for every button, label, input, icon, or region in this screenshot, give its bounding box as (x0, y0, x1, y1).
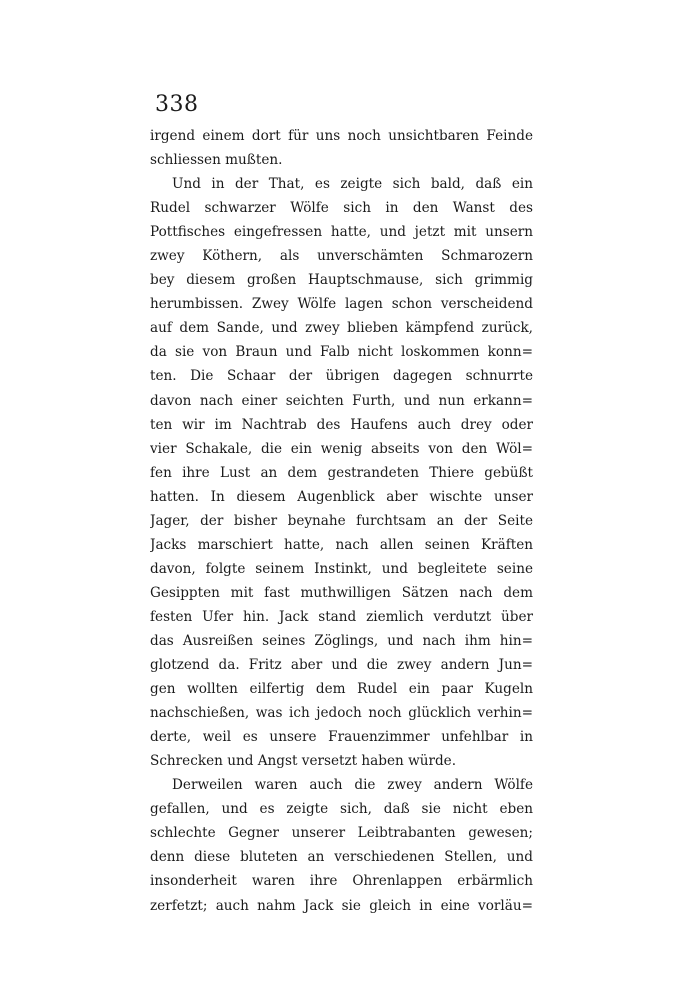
text-line: Schrecken und Angst versetzt haben würde. (150, 753, 457, 770)
text-line: vier Schakale, die ein wenig abseits von den Wöl= (150, 440, 533, 457)
text-line: gefallen, und es zeigte sich, daß sie nicht eben (150, 801, 533, 818)
text-line: schliessen mußten. (150, 152, 283, 169)
text-line: schlechte Gegner unserer Leibtrabanten gewesen; (150, 825, 533, 842)
text-line: Jacks marschiert hatte, nach allen seinen Kräften (150, 536, 533, 553)
text-line: das Ausreißen seines Zöglings, und nach ihm hin= (150, 632, 533, 649)
text-line: Und in der That, es zeigte sich bald, daß ein (172, 176, 533, 193)
text-line: Pottfisches eingefressen hatte, und jetzt mit unsern (150, 224, 533, 241)
text-line: nachschießen, was ich jedoch noch glücklich verhin= (150, 705, 533, 722)
text-line: hatten. In diesem Augenblick aber wischte unser (150, 488, 533, 505)
text-line: derte, weil es unsere Frauenzimmer unfehlbar in (150, 729, 533, 746)
text-line: davon, folgte seinem Instinkt, und begleitete seine (150, 560, 533, 577)
text-line: festen Ufer hin. Jack stand ziemlich verdutzt über (150, 608, 533, 625)
text-line: Rudel schwarzer Wölfe sich in den Wanst des (150, 200, 533, 217)
text-line: glotzend da. Fritz aber und die zwey andern Jun= (150, 657, 533, 674)
text-line: insonderheit waren ihre Ohrenlappen erbärmlich (150, 873, 533, 890)
text-line: gen wollten eilfertig dem Rudel ein paar Kugeln (150, 681, 533, 698)
text-line: denn diese bluteten an verschiedenen Stellen, und (150, 849, 533, 866)
text-line: zwey Köthern, als unverschämten Schmarozern (150, 248, 533, 265)
text-line: bey diesem großen Hauptschmause, sich grimmig (150, 272, 533, 289)
text-line: Gesippten mit fast muthwilligen Sätzen nach dem (150, 584, 533, 601)
text-line: fen ihre Lust an dem gestrandeten Thiere gebüßt (150, 464, 533, 481)
text-line: auf dem Sande, und zwey blieben kämpfend zurück, (150, 320, 533, 337)
text-line: da sie von Braun und Falb nicht loskommen konn= (150, 344, 533, 361)
text-line: Derweilen waren auch die zwey andern Wölfe (172, 777, 533, 794)
text-line: herumbissen. Zwey Wölfe lagen schon verscheidend (150, 296, 533, 313)
text-line: ten wir im Nachtrab des Haufens auch drey oder (150, 416, 533, 433)
page-number: 338 (155, 92, 199, 117)
text-line: irgend einem dort für uns noch unsichtbaren Feinde (150, 128, 533, 144)
text-line: ten. Die Schaar der übrigen dagegen schnurrte (150, 368, 533, 385)
text-line: zerfetzt; auch nahm Jack sie gleich in eine vorläu= (150, 897, 533, 914)
text-line: davon nach einer seichten Furth, und nun erkann= (150, 392, 533, 409)
body-text (150, 124, 533, 918)
text-line: Jager, der bisher beynahe furchtsam an der Seite (150, 512, 533, 529)
